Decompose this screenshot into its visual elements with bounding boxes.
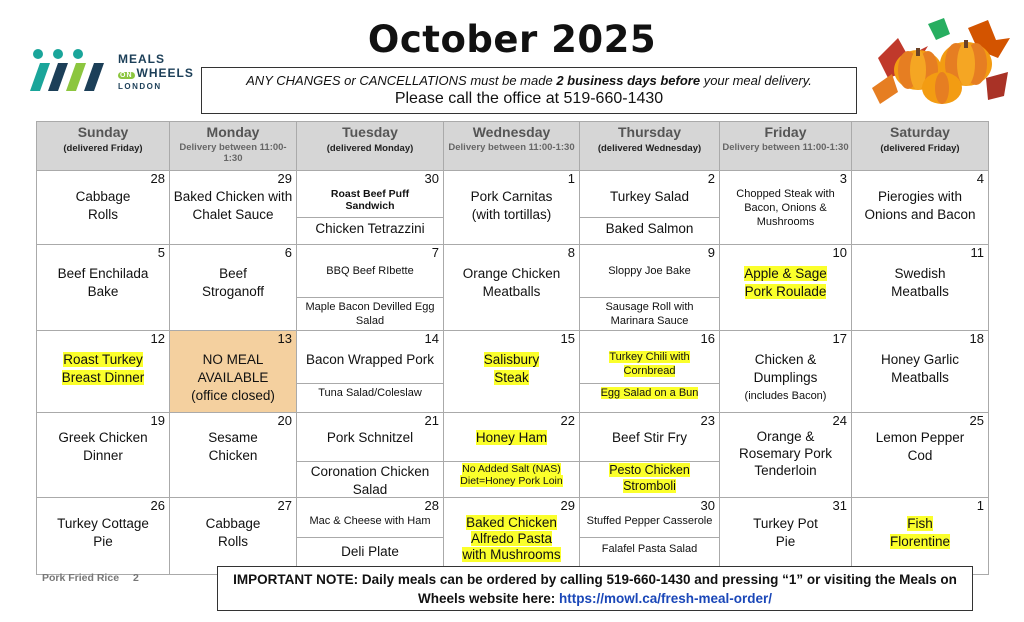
date-number: 17 xyxy=(832,331,847,346)
page-title: October 2025 xyxy=(367,18,657,61)
meal-alt: Maple Bacon Devilled Egg Salad xyxy=(297,297,443,329)
week-row xyxy=(37,331,989,413)
meal-alt: Sausage Roll with Marinara Sauce xyxy=(580,297,719,329)
notice-line-1 xyxy=(202,73,856,88)
meal-main: Cabbage Rolls xyxy=(75,189,131,223)
day-sub: (delivered Friday) xyxy=(63,143,143,154)
partial-row-number: 2 xyxy=(133,572,139,584)
day-cell xyxy=(37,171,170,245)
date-number: 1 xyxy=(976,498,984,513)
meal-alt: Tuna Salad/Coleslaw xyxy=(297,383,443,401)
day-cell xyxy=(720,498,852,575)
notice-post: your meal delivery. xyxy=(700,73,812,88)
meal-alt-highlighted: Pesto Chicken Stromboli xyxy=(609,463,690,493)
day-cell xyxy=(852,413,989,498)
week-row xyxy=(37,413,989,498)
meal-alt-highlighted: Egg Salad on a Bun xyxy=(600,387,699,399)
day-cell xyxy=(37,413,170,498)
date-number: 25 xyxy=(969,413,984,428)
meal-main: Chopped Steak with Bacon, Onions & Mushrooms xyxy=(736,188,835,228)
date-number: 29 xyxy=(560,498,575,513)
day-cell xyxy=(297,245,444,331)
day-cell xyxy=(580,413,720,498)
date-number: 12 xyxy=(150,331,165,346)
meal-main: Bacon Wrapped Pork xyxy=(305,352,435,367)
meal-main: Pork Schnitzel xyxy=(326,430,414,445)
day-cell xyxy=(297,331,444,413)
meal-main: Swedish Meatballs xyxy=(891,266,949,300)
day-cell xyxy=(297,171,444,245)
week-row xyxy=(37,171,989,245)
meal-main: Turkey Pot Pie xyxy=(753,516,818,550)
meal-main: Sesame Chicken xyxy=(208,430,258,464)
date-number: 20 xyxy=(277,413,292,428)
day-header-friday xyxy=(720,122,852,171)
day-cell xyxy=(170,498,297,575)
date-number: 14 xyxy=(424,331,439,346)
day-cell xyxy=(852,245,989,331)
logo-line-meals: MEALS xyxy=(118,52,165,66)
day-sub: Delivery between 11:00-1:30 xyxy=(448,142,575,153)
meal-main: Greek Chicken Dinner xyxy=(58,430,148,464)
day-cell xyxy=(720,171,852,245)
meal-main-highlighted: Roast Turkey Breast Dinner xyxy=(61,352,145,386)
date-number: 9 xyxy=(707,245,715,260)
meal-alt: Baked Salmon xyxy=(580,217,719,238)
day-sub: (delivered Wednesday) xyxy=(597,143,702,154)
day-cell xyxy=(444,413,580,498)
calendar-grid xyxy=(36,121,989,575)
date-number: 1 xyxy=(567,171,575,186)
day-header-tuesday xyxy=(297,122,444,171)
meal-main-highlighted: Honey Ham xyxy=(475,430,548,445)
date-number: 5 xyxy=(157,245,165,260)
notice-bold: 2 business days before xyxy=(556,73,701,88)
meal-main: Beef Stroganoff xyxy=(201,266,265,300)
date-number: 15 xyxy=(560,331,575,346)
logo-line-london: LONDON xyxy=(118,81,162,91)
date-number: 11 xyxy=(970,245,984,260)
day-cell xyxy=(170,413,297,498)
meal-main: Turkey Cottage Pie xyxy=(57,516,149,550)
meal-alt: Chicken Tetrazzini xyxy=(297,217,443,238)
day-cell xyxy=(580,331,720,413)
weekday-header-row xyxy=(37,122,989,171)
meal-alt-highlighted: No Added Salt (NAS) Diet=Honey Pork Loin xyxy=(460,463,563,488)
date-number: 28 xyxy=(150,171,165,186)
date-number: 3 xyxy=(839,171,847,186)
day-name: Sunday xyxy=(77,124,129,140)
meal-main: Baked Chicken with Chalet Sauce xyxy=(173,189,293,223)
day-header-monday xyxy=(170,122,297,171)
day-cell xyxy=(720,413,852,498)
day-sub: Delivery between 11:00-1:30 xyxy=(722,142,849,153)
notice-phone-line: Please call the office at 519-660-1430 xyxy=(394,90,664,107)
closed-note: (office closed) xyxy=(191,388,275,404)
day-name: Monday xyxy=(206,124,260,140)
date-number: 24 xyxy=(832,413,847,428)
meal-main: Beef Stir Fry xyxy=(611,430,687,445)
day-cell xyxy=(297,413,444,498)
date-number: 28 xyxy=(424,498,439,513)
day-cell xyxy=(852,171,989,245)
meal-main: Turkey Salad xyxy=(609,189,690,204)
date-number: 29 xyxy=(277,171,292,186)
day-sub: Delivery between 11:00-1:30 xyxy=(179,142,287,164)
logo-line-wheels xyxy=(118,67,194,81)
day-sub: (delivered Friday) xyxy=(880,143,960,154)
date-number: 30 xyxy=(424,171,439,186)
day-cell xyxy=(170,245,297,331)
important-note xyxy=(217,566,973,611)
meal-main: Pork Carnitas (with tortillas) xyxy=(470,189,553,223)
meal-main-highlighted: Fish Florentine xyxy=(889,516,951,550)
day-cell xyxy=(580,171,720,245)
day-cell xyxy=(580,245,720,331)
meal-main: Orange & Rosemary Pork Tenderloin xyxy=(738,429,833,478)
partial-row-label xyxy=(42,572,139,584)
day-cell xyxy=(444,498,580,575)
day-name: Saturday xyxy=(890,124,950,140)
date-number: 26 xyxy=(150,498,165,513)
fresh-meal-order-link[interactable]: https://mowl.ca/fresh-meal-order/ xyxy=(559,590,773,606)
day-header-wednesday xyxy=(444,122,580,171)
date-number: 31 xyxy=(832,498,847,513)
meal-main-highlighted: Baked Chicken Alfredo Pasta with Mushrooms xyxy=(462,515,561,563)
meal-main: Honey Garlic Meatballs xyxy=(880,352,960,386)
partial-row-meal: Pork Fried Rice xyxy=(42,572,120,584)
day-header-sunday xyxy=(37,122,170,171)
date-number: 16 xyxy=(700,331,715,346)
meal-alt: Deli Plate xyxy=(297,537,443,561)
day-cell xyxy=(37,498,170,575)
changes-notice xyxy=(201,67,857,114)
meal-note: (includes Bacon) xyxy=(744,390,827,403)
day-cell xyxy=(580,498,720,575)
meal-main: Pierogies with Onions and Bacon xyxy=(864,189,976,223)
meal-main: Beef Enchilada Bake xyxy=(57,266,149,300)
meal-main: Lemon Pepper Cod xyxy=(875,430,965,464)
date-number: 22 xyxy=(560,413,575,428)
day-cell xyxy=(852,331,989,413)
meal-main: BBQ Beef RIbette xyxy=(326,265,414,277)
date-number: 10 xyxy=(832,245,847,260)
day-cell xyxy=(444,171,580,245)
meal-main: Stuffed Pepper Casserole xyxy=(586,515,713,527)
day-cell xyxy=(444,331,580,413)
day-name: Friday xyxy=(764,124,807,140)
date-number: 19 xyxy=(150,413,165,428)
notice-pre: ANY CHANGES or CANCELLATIONS must be made xyxy=(246,73,557,88)
day-sub: (delivered Monday) xyxy=(326,143,414,154)
date-number: 8 xyxy=(567,245,575,260)
day-header-thursday xyxy=(580,122,720,171)
day-header-saturday xyxy=(852,122,989,171)
meal-main: Roast Beef Puff Sandwich xyxy=(330,188,410,213)
date-number: 27 xyxy=(277,498,292,513)
meal-main-highlighted: Turkey Chili with Cornbread xyxy=(609,351,690,377)
day-cell xyxy=(37,331,170,413)
meal-main: Cabbage Rolls xyxy=(205,516,261,550)
day-cell xyxy=(297,498,444,575)
pumpkins-icon xyxy=(868,18,1012,110)
logo-wheels-text: WHEELS xyxy=(136,65,194,80)
day-cell xyxy=(37,245,170,331)
date-number: 21 xyxy=(424,413,439,428)
date-number: 18 xyxy=(969,331,984,346)
date-number: 2 xyxy=(707,171,715,186)
meal-alt: Coronation Chicken Salad xyxy=(297,461,443,499)
date-number: 30 xyxy=(700,498,715,513)
meal-main: Mac & Cheese with Ham xyxy=(309,515,431,527)
date-number: 4 xyxy=(976,171,984,186)
important-note-text: IMPORTANT NOTE: Daily meals can be ordered by calling 519-660-1430 and pressing “1” or visiting the Meals on Wheels website here: xyxy=(233,572,957,606)
day-cell xyxy=(170,171,297,245)
date-number: 13 xyxy=(277,331,292,346)
meal-main: Sloppy Joe Bake xyxy=(608,265,691,277)
day-name: Tuesday xyxy=(342,124,398,140)
date-number: 7 xyxy=(431,245,439,260)
meal-main: NO MEAL AVAILABLE xyxy=(197,352,269,386)
date-number: 6 xyxy=(284,245,292,260)
meal-main-highlighted: Apple & Sage Pork Roulade xyxy=(744,266,827,300)
day-name: Thursday xyxy=(617,124,681,140)
logo-on-badge: ON xyxy=(120,71,133,79)
day-cell xyxy=(444,245,580,331)
meal-main-highlighted: Salisbury Steak xyxy=(483,352,540,386)
day-cell xyxy=(720,245,852,331)
week-row xyxy=(37,245,989,331)
meal-alt: Falafel Pasta Salad xyxy=(580,537,719,557)
meal-main: Chicken & Dumplings xyxy=(753,352,818,386)
day-name: Wednesday xyxy=(472,124,551,140)
day-cell xyxy=(720,331,852,413)
week-row xyxy=(37,498,989,575)
day-cell xyxy=(852,498,989,575)
meal-main: Orange Chicken Meatballs xyxy=(462,266,561,300)
day-cell-closed xyxy=(170,331,297,413)
date-number: 23 xyxy=(700,413,715,428)
